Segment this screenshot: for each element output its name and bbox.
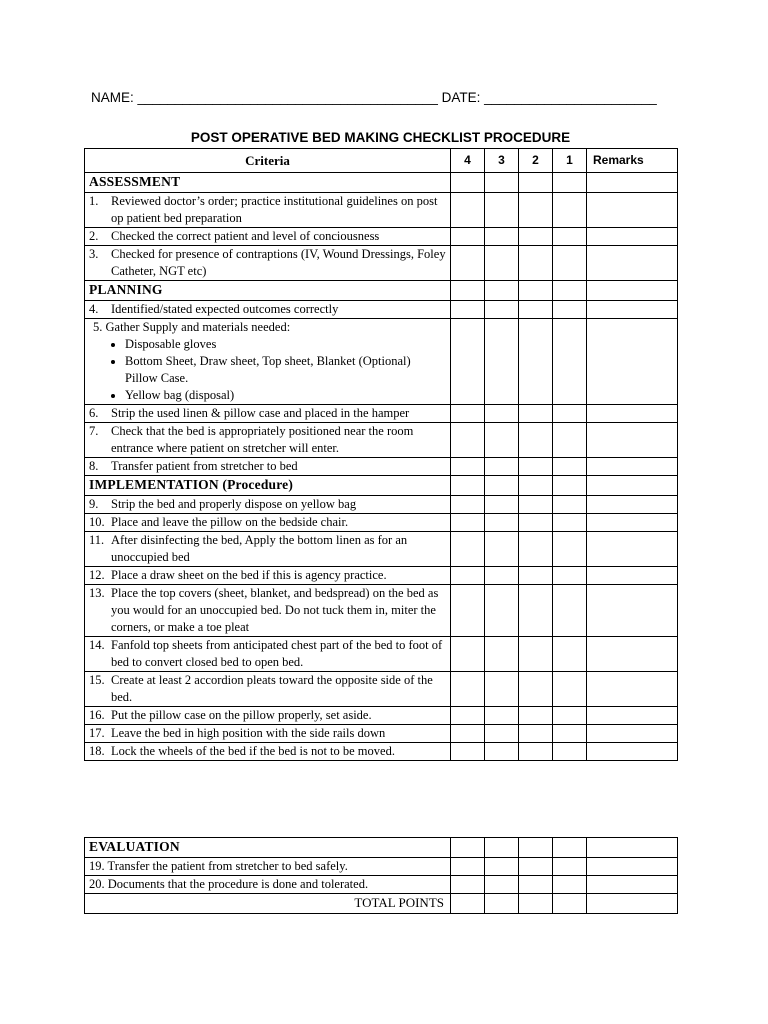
remarks-cell[interactable] [587,193,678,228]
score-cell[interactable] [519,743,553,761]
section-implementation [85,476,451,496]
score-cell[interactable] [485,567,519,585]
score-cell[interactable] [451,838,485,858]
remarks-cell[interactable] [587,228,678,246]
item-number: 9. [89,497,99,511]
score-cell[interactable] [519,858,553,876]
score-cell[interactable] [485,281,519,301]
score-cell[interactable] [485,193,519,228]
item-number: 7. [89,424,99,438]
score-cell[interactable] [553,858,587,876]
score-cell[interactable] [519,405,553,423]
remarks-cell[interactable] [587,514,678,532]
criteria-cell [85,637,451,672]
table-row [85,532,678,567]
score-cell[interactable] [553,246,587,281]
table-row [85,637,678,672]
score-cell[interactable] [451,301,485,319]
score-cell[interactable] [519,672,553,707]
remarks-cell[interactable] [587,246,678,281]
criteria-cell [85,319,451,405]
table-row [85,228,678,246]
table-row [85,567,678,585]
score-cell[interactable] [451,173,485,193]
score-cell[interactable] [451,585,485,637]
score-cell[interactable] [451,567,485,585]
score-cell[interactable] [553,476,587,496]
score-cell[interactable] [485,246,519,281]
score-cell[interactable] [553,281,587,301]
item-number: 3. [89,247,99,261]
table-row [85,246,678,281]
item-number: 4. [89,302,99,316]
score-cell[interactable] [519,894,553,914]
score-cell[interactable] [519,496,553,514]
score-cell[interactable] [553,405,587,423]
score-cell[interactable] [451,281,485,301]
score-cell[interactable] [485,672,519,707]
score-cell[interactable] [451,228,485,246]
table-row [85,672,678,707]
col-remarks: Remarks [587,149,678,173]
score-cell[interactable] [485,876,519,894]
score-cell[interactable] [519,725,553,743]
section-planning: PLANNING [85,281,451,301]
score-cell[interactable] [519,193,553,228]
score-cell[interactable] [553,725,587,743]
list-item: • Yellow bag (disposal) [125,387,446,404]
remarks-cell[interactable] [587,476,678,496]
item-number: 16. [89,708,105,722]
item-text: After disinfecting the bed, Apply the bottom linen as for an unoccupied bed [111,533,408,564]
score-cell[interactable] [451,672,485,707]
score-cell[interactable] [553,585,587,637]
score-cell[interactable] [519,319,553,405]
page-title: POST OPERATIVE BED MAKING CHECKLIST PROCEDURE [190,130,571,145]
remarks-cell[interactable] [587,173,678,193]
table-row [85,514,678,532]
score-cell[interactable] [451,707,485,725]
list-item: • Disposable gloves [125,336,446,353]
remarks-cell[interactable] [587,725,678,743]
item-text: Strip the used linen & pillow case and placed in the hamper [111,406,410,420]
section-assessment: ASSESSMENT [85,173,451,193]
score-cell[interactable] [553,672,587,707]
criteria-cell [85,246,451,281]
criteria-cell [85,193,451,228]
criteria-cell [85,423,451,458]
table-row [85,743,678,761]
score-cell[interactable] [451,496,485,514]
score-cell[interactable] [451,319,485,405]
score-cell[interactable] [451,423,485,458]
score-cell[interactable] [519,585,553,637]
item-text: Checked the correct patient and level of conciousness [111,229,380,243]
table-header-row [85,149,678,173]
item-number: 13. [89,586,105,600]
remarks-cell[interactable] [587,301,678,319]
section-row-evaluation [85,838,678,858]
score-cell[interactable] [485,514,519,532]
score-cell[interactable] [485,532,519,567]
score-cell[interactable] [451,743,485,761]
score-cell[interactable] [553,637,587,672]
score-cell[interactable] [553,228,587,246]
remarks-cell[interactable] [587,838,678,858]
score-cell[interactable] [553,458,587,476]
score-cell[interactable] [553,301,587,319]
score-cell[interactable] [553,838,587,858]
score-cell[interactable] [519,838,553,858]
score-cell[interactable] [485,858,519,876]
score-cell[interactable] [451,193,485,228]
item-number: 6. [89,406,99,420]
total-row [85,894,678,914]
section-evaluation: EVALUATION [85,838,451,858]
remarks-cell[interactable] [587,637,678,672]
score-cell[interactable] [451,532,485,567]
score-cell[interactable] [519,423,553,458]
remarks-cell[interactable] [587,567,678,585]
score-cell[interactable] [451,637,485,672]
criteria-cell [85,743,451,761]
item-number: 1. [89,194,99,208]
score-cell[interactable] [519,281,553,301]
criteria-cell [85,496,451,514]
score-cell[interactable] [451,876,485,894]
score-cell[interactable] [451,514,485,532]
criteria-cell [85,458,451,476]
col-score-3: 3 [485,149,519,173]
supply-list [89,336,446,404]
criteria-cell [85,585,451,637]
score-cell[interactable] [485,301,519,319]
score-cell[interactable] [519,876,553,894]
remarks-cell[interactable] [587,743,678,761]
score-cell[interactable] [485,476,519,496]
item-number: 11. [89,533,105,547]
item-text: Fanfold top sheets from anticipated chest part of the bed to foot of bed to convert closed bed to open bed. [111,638,443,669]
section-row-implementation [85,476,678,496]
item-text: Strip the bed and properly dispose on yellow bag [111,497,357,511]
score-cell[interactable] [519,707,553,725]
table-row [85,725,678,743]
score-cell[interactable] [553,193,587,228]
item-number: 12. [89,568,105,582]
score-cell[interactable] [553,423,587,458]
section-row-assessment [85,173,678,193]
section-implementation-title: IMPLEMENTATION [89,477,219,492]
item-text: Check that the bed is appropriately positioned near the room entrance where patient on stretcher will enter. [111,424,414,455]
criteria-cell [85,405,451,423]
criteria-cell: 19. Transfer the patient from stretcher to bed safely. [85,858,451,876]
criteria-cell [85,514,451,532]
remarks-cell[interactable] [587,707,678,725]
score-cell[interactable] [485,173,519,193]
score-cell[interactable] [519,228,553,246]
score-cell[interactable] [553,743,587,761]
item-number: 17. [89,726,105,740]
criteria-cell [85,672,451,707]
table-row [85,496,678,514]
item-text: Lock the wheels of the bed if the bed is not to be moved. [111,744,395,758]
table-row [85,319,678,405]
name-date-line: NAME: ________________________________________ DATE: _______________________ [91,90,657,105]
item-text: Checked for presence of contraptions (IV, Wound Dressings, Foley Catheter, NGT etc) [111,247,446,278]
item-number: 8. [89,459,99,473]
item-text: 5. Gather Supply and materials needed: [93,320,291,334]
criteria-cell [85,228,451,246]
item-number: 2. [89,229,99,243]
criteria-cell [85,707,451,725]
score-cell[interactable] [451,858,485,876]
item-text: Reviewed doctor’s order; practice institutional guidelines on post op patient bed preparation [111,194,438,225]
score-cell[interactable] [485,725,519,743]
score-cell[interactable] [553,496,587,514]
score-cell[interactable] [519,637,553,672]
item-text: Put the pillow case on the pillow properly, set aside. [111,708,372,722]
section-implementation-sub: (Procedure) [222,477,294,492]
item-text: Identified/stated expected outcomes correctly [111,302,339,316]
item-text: Create at least 2 accordion pleats toward the opposite side of the bed. [111,673,433,704]
item-text: Place and leave the pillow on the bedside chair. [111,515,349,529]
score-cell[interactable] [553,707,587,725]
score-cell[interactable] [553,532,587,567]
score-cell[interactable] [553,173,587,193]
remarks-cell[interactable] [587,458,678,476]
score-cell[interactable] [485,743,519,761]
list-item: • Bottom Sheet, Draw sheet, Top sheet, Blanket (Optional) Pillow Case. [125,353,446,387]
item-text: Leave the bed in high position with the side rails down [111,726,386,740]
score-cell[interactable] [553,567,587,585]
section-row-planning [85,281,678,301]
score-cell[interactable] [519,246,553,281]
criteria-cell [85,567,451,585]
remarks-cell[interactable] [587,585,678,637]
score-cell[interactable] [519,301,553,319]
score-cell[interactable] [485,496,519,514]
remarks-cell[interactable] [587,405,678,423]
score-cell[interactable] [519,476,553,496]
score-cell[interactable] [519,173,553,193]
remarks-cell[interactable] [587,894,678,914]
table-row [85,858,678,876]
table-row [85,405,678,423]
score-cell[interactable] [485,405,519,423]
score-cell[interactable] [553,894,587,914]
col-criteria: Criteria [85,149,451,173]
item-text: Place the top covers (sheet, blanket, and bedspread) on the bed as you would for an unoccupied bed. Do not tuck them in, miter the corners, or make a toe pleat [111,586,439,634]
score-cell[interactable] [519,567,553,585]
score-cell[interactable] [485,423,519,458]
remarks-cell[interactable] [587,281,678,301]
score-cell[interactable] [451,894,485,914]
remarks-cell[interactable] [587,319,678,405]
score-cell[interactable] [451,458,485,476]
item-number: 15. [89,673,105,687]
criteria-cell [85,725,451,743]
score-cell[interactable] [485,458,519,476]
checklist-table [84,148,678,761]
remarks-cell[interactable] [587,496,678,514]
table-row [85,707,678,725]
evaluation-table [84,837,678,914]
score-cell[interactable] [451,725,485,743]
score-cell[interactable] [553,514,587,532]
score-cell[interactable] [519,458,553,476]
remarks-cell[interactable] [587,858,678,876]
score-cell[interactable] [519,532,553,567]
item-text: Transfer patient from stretcher to bed [111,459,298,473]
score-cell[interactable] [519,514,553,532]
item-text: Place a draw sheet on the bed if this is agency practice. [111,568,387,582]
remarks-cell[interactable] [587,876,678,894]
total-points-label: TOTAL POINTS [85,894,451,914]
table-row [85,193,678,228]
criteria-cell [85,532,451,567]
item-number: 18. [89,744,105,758]
score-cell[interactable] [553,319,587,405]
table-row [85,876,678,894]
score-cell[interactable] [485,319,519,405]
score-cell[interactable] [553,876,587,894]
item-number: 10. [89,515,105,529]
score-cell[interactable] [451,405,485,423]
score-cell[interactable] [485,637,519,672]
score-cell[interactable] [485,838,519,858]
remarks-cell[interactable] [587,672,678,707]
score-cell[interactable] [485,585,519,637]
score-cell[interactable] [451,246,485,281]
table-row [85,458,678,476]
col-score-2: 2 [519,149,553,173]
score-cell[interactable] [485,228,519,246]
score-cell[interactable] [451,476,485,496]
table-row [85,423,678,458]
col-score-4: 4 [451,149,485,173]
remarks-cell[interactable] [587,423,678,458]
col-score-1: 1 [553,149,587,173]
score-cell[interactable] [485,894,519,914]
item-number: 14. [89,638,105,652]
table-row [85,585,678,637]
criteria-cell: 20. Documents that the procedure is done and tolerated. [85,876,451,894]
remarks-cell[interactable] [587,532,678,567]
table-row [85,301,678,319]
score-cell[interactable] [485,707,519,725]
criteria-cell [85,301,451,319]
